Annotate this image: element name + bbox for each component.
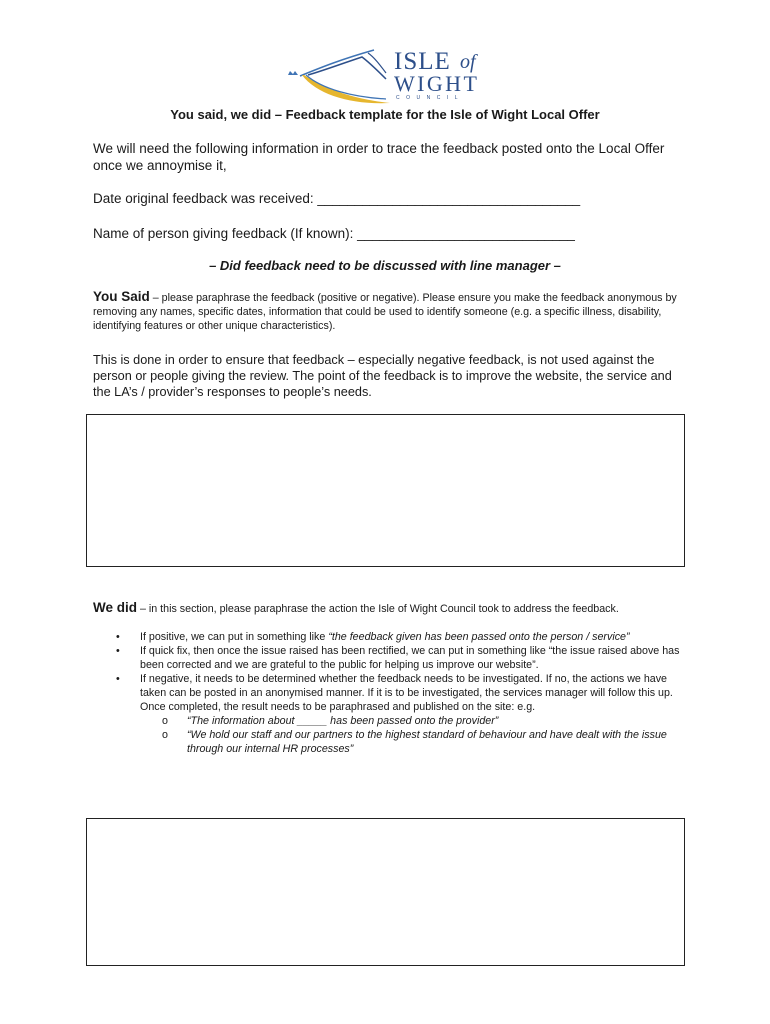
logo-isle: ISLE: [394, 48, 451, 75]
list-item: [93, 672, 693, 756]
list-item: [140, 714, 693, 728]
we-did-input-box[interactable]: [86, 818, 685, 966]
bullet-icon: •: [116, 631, 120, 643]
list-item: [93, 644, 693, 672]
logo-wight: WIGHT: [394, 71, 480, 96]
circle-bullet-icon: o: [162, 729, 168, 741]
bullet-quote: “the feedback given has been passed onto the person / service”: [328, 631, 630, 643]
date-received-field[interactable]: Date original feedback was received: ___________________________________: [93, 191, 581, 206]
we-did-guidance-list: [93, 630, 693, 756]
person-name-field[interactable]: Name of person giving feedback (If known): _____________________________: [93, 226, 575, 241]
bullet-text: If quick fix, then once the issue raised has been rectified, we can put in something like “the issue raised above has been corrected and we are grateful to the public for helping us improve our website”.: [140, 645, 680, 671]
purpose-paragraph: This is done in order to ensure that feedback – especially negative feedback, is not used against the person or people giving the review. The point of the feedback is to improve the website, the service and the LA’s / provider’s responses to people’s needs.: [93, 353, 672, 399]
example-text: “We hold our staff and our partners to the highest standard of behaviour and have dealt with the issue through our internal HR processes”: [187, 729, 667, 755]
you-said-input-box[interactable]: [86, 414, 685, 567]
you-said-instructions: [93, 290, 693, 333]
you-said-text: – please paraphrase the feedback (positive or negative). Please ensure you make the feedback anonymous by removing any names, specific dates, information that could be used to identify someone (e.g. a specific illness, disability, identifying features or other unique characteristics).: [93, 292, 677, 332]
we-did-text: – in this section, please paraphrase the action the Isle of Wight Council took to address the feedback.: [137, 603, 619, 615]
circle-bullet-icon: o: [162, 715, 168, 727]
you-said-heading: You Said: [93, 289, 150, 304]
bullet-icon: •: [116, 645, 120, 657]
logo-council: COUNCIL: [396, 95, 465, 101]
line-manager-question: – Did feedback need to be discussed with line manager –: [209, 258, 561, 273]
bullet-text: If negative, it needs to be determined whether the feedback needs to be investigated. If no, the actions we have taken can be posted in an anonymised manner. If it is to be investigated, the services manager will follow this up. Once completed, the result needs to be paraphrased and published on the site: e.g.: [140, 673, 673, 713]
bullet-text: If positive, we can put in something like: [140, 631, 329, 643]
intro-paragraph: We will need the following information in order to trace the feedback posted onto the Local Offer once we annoymise it,: [93, 141, 665, 173]
council-logo: [282, 45, 497, 105]
island-logo-graphic: [282, 45, 394, 105]
list-item: [93, 630, 693, 644]
logo-of: of: [460, 51, 476, 73]
bullet-icon: •: [116, 673, 120, 685]
example-text: “The information about _____ has been passed onto the provider”: [187, 715, 499, 727]
page-title: You said, we did – Feedback template for the Isle of Wight Local Offer: [170, 107, 600, 122]
we-did-instructions: [93, 601, 693, 616]
we-did-heading: We did: [93, 600, 138, 615]
list-item: [140, 728, 693, 756]
council-logo-text: [394, 49, 498, 103]
example-list: [140, 714, 693, 756]
